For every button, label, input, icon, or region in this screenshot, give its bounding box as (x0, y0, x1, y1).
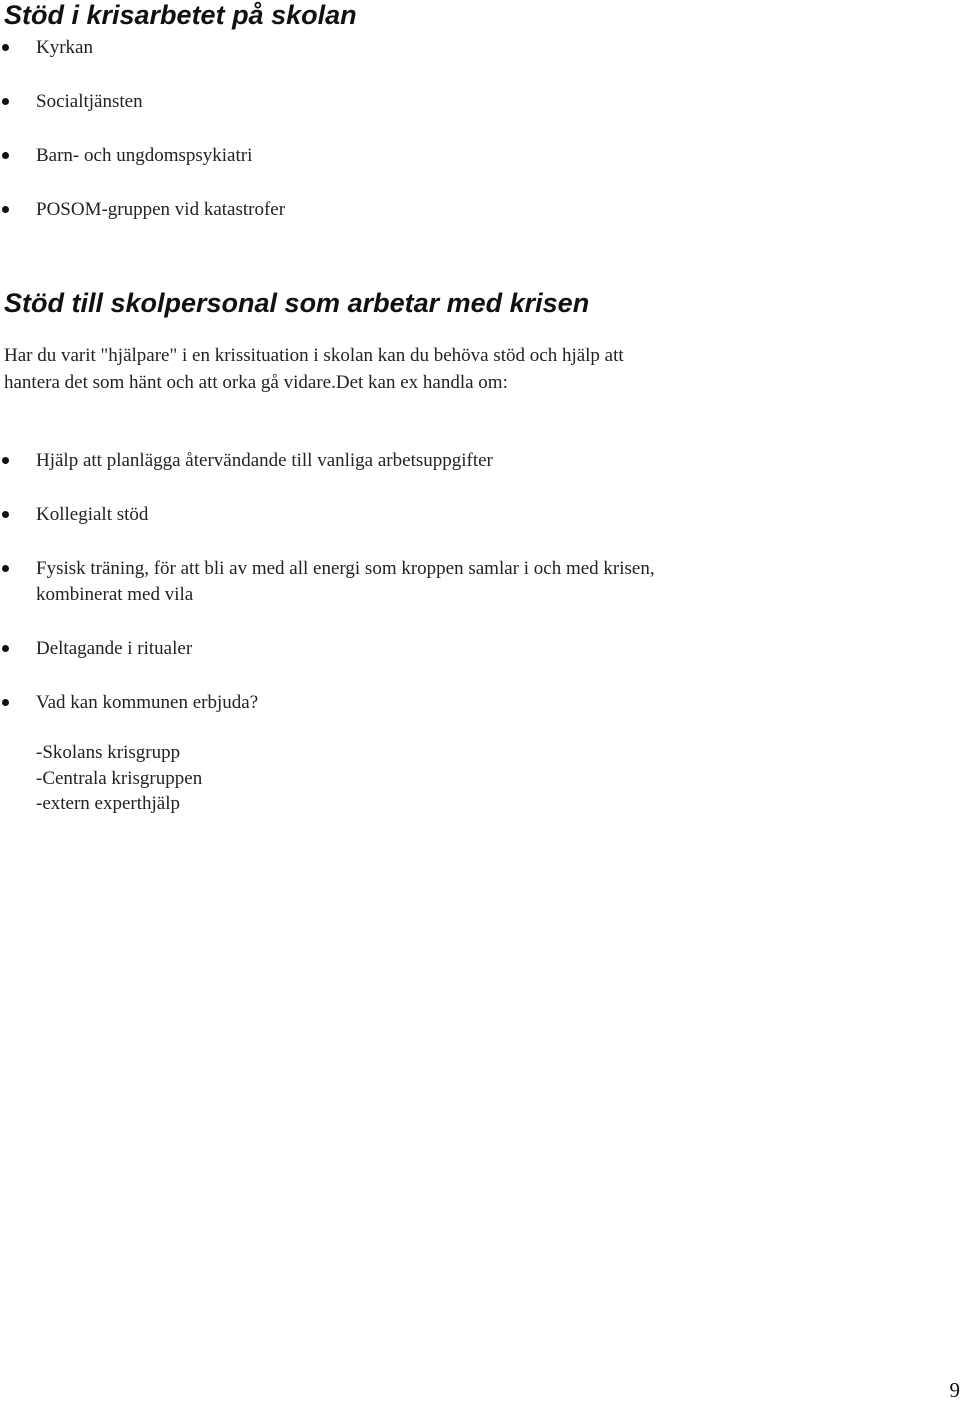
list-item-text: Hjälp att planlägga återvändande till vanliga arbetsuppgifter (36, 450, 493, 471)
bullet-icon (2, 206, 9, 213)
bullet-icon (2, 699, 9, 706)
list-item-text: Kyrkan (36, 37, 93, 58)
intro-paragraph (4, 342, 934, 396)
list-item-line: Fysisk träning, för att bli av med all energi som kroppen samlar i och med krisen, (36, 558, 655, 579)
paragraph-line: Har du varit "hjälpare" i en krissituation i skolan kan du behöva stöd och hjälp att (4, 345, 624, 366)
municipal-resources-list (36, 740, 202, 817)
page-number: 9 (949, 1378, 960, 1402)
list-item-text (36, 556, 916, 608)
resource-line: -extern experthjälp (36, 793, 181, 814)
list-item-text: Socialtjänsten (36, 91, 143, 112)
list-item-text: POSOM-gruppen vid katastrofer (36, 199, 286, 220)
bullet-icon (2, 152, 9, 159)
paragraph-line: hantera det som hänt och att orka gå vidare.Det kan ex handla om: (4, 372, 508, 393)
list-item-text: Barn- och ungdomspsykiatri (36, 145, 253, 166)
list-item-text: Vad kan kommunen erbjuda? (36, 692, 259, 713)
list-item-line: kombinerat med vila (36, 584, 194, 605)
bullet-icon (2, 457, 9, 464)
bullet-icon (2, 645, 9, 652)
section-heading-staff-support: Stöd till skolpersonal som arbetar med krisen (4, 288, 590, 318)
bullet-icon (2, 44, 9, 51)
bullet-icon (2, 98, 9, 105)
bullet-icon (2, 511, 9, 518)
resource-line: -Centrala krisgruppen (36, 767, 203, 789)
list-item-text: Kollegialt stöd (36, 504, 149, 525)
section-heading-support-in-crisis-work: Stöd i krisarbetet på skolan (4, 0, 357, 30)
list-item-text: Deltagande i ritualer (36, 638, 193, 659)
resource-line: -Skolans krisgrupp (36, 742, 181, 763)
bullet-icon (2, 565, 9, 572)
